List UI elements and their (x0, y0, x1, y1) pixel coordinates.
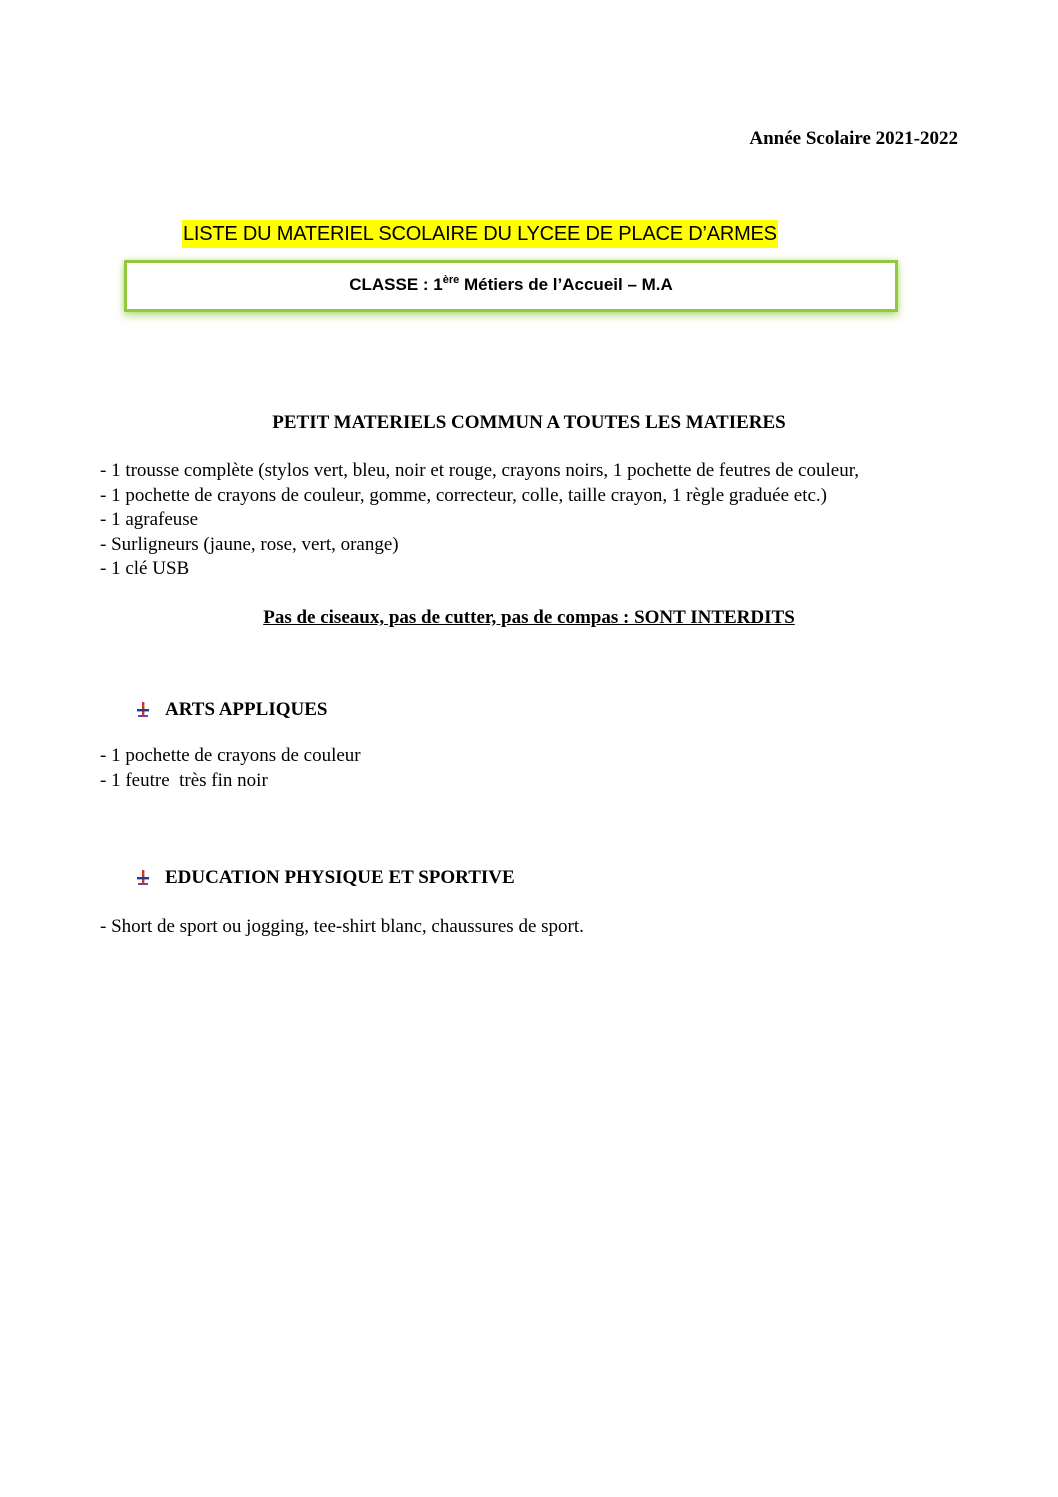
arts-title: ARTS APPLIQUES (165, 699, 328, 720)
list-item: - 1 pochette de crayons de couleur, gomme, correcteur, colle, taille crayon, 1 règle graduée etc.) (100, 484, 827, 506)
eps-items-list (100, 915, 584, 940)
common-section-title: PETIT MATERIELS COMMUN A TOUTES LES MATIERES (272, 412, 786, 433)
list-item: - 1 feutre très fin noir (100, 769, 268, 791)
school-year: Année Scolaire 2021-2022 (749, 128, 958, 149)
document-title: LISTE DU MATERIEL SCOLAIRE DU LYCEE DE PLACE D’ARMES (182, 220, 778, 248)
arts-items-list (100, 744, 361, 793)
eps-title: EDUCATION PHYSIQUE ET SPORTIVE (165, 867, 515, 888)
eps-heading (135, 867, 515, 889)
list-item: - Short de sport ou jogging, tee-shirt blanc, chaussures de sport. (100, 916, 584, 937)
class-box (124, 260, 898, 312)
class-suffix: Métiers de l’Accueil – M.A (459, 275, 673, 294)
list-item: - 1 pochette de crayons de couleur (100, 745, 361, 766)
class-label (127, 275, 895, 295)
cross-bullet-icon (135, 869, 151, 887)
arts-heading (135, 699, 327, 721)
class-prefix: CLASSE : 1 (349, 275, 443, 294)
list-item: - Surligneurs (jaune, rose, vert, orange) (100, 533, 399, 555)
list-item: - 1 agrafeuse (100, 509, 199, 530)
forbidden-items-warning: Pas de ciseaux, pas de cutter, pas de compas : SONT INTERDITS (263, 607, 795, 628)
common-items-list (100, 459, 859, 582)
class-superscript: ère (442, 274, 460, 286)
list-item: - 1 trousse complète (stylos vert, bleu, noir et rouge, crayons noirs, 1 pochette de feutres de couleur, (100, 460, 860, 481)
cross-bullet-icon (135, 701, 151, 719)
list-item: - 1 clé USB (100, 558, 190, 579)
